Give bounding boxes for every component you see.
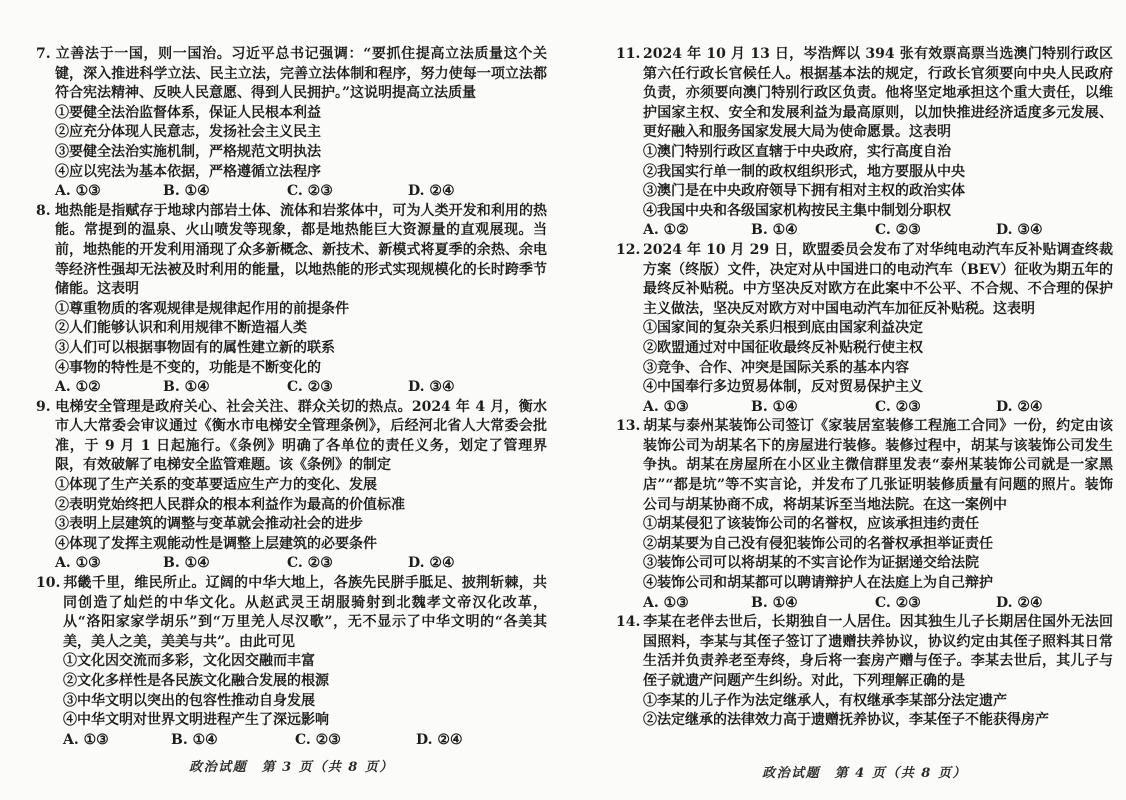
statement-1: ①国家间的复杂关系归根到底由国家利益决定 xyxy=(643,320,923,337)
option-d: D. ②④ xyxy=(408,183,455,200)
option-d: D. ②④ xyxy=(996,398,1043,415)
question-stem-text: 电梯安全管理是政府关心、社会关注、群众关切的热点。2024 年 4 月，衡水市人大常委会审议通过《衡水市电梯安全管理条例》，后经河北省人大常委会批准，于 9 月 1 日起施行。《条例》明确了各单位的责任义务，划定了管理界限，有效破解了电梯安全监管难题。该《条例》的制定 xyxy=(55,398,547,474)
question-number: 11. xyxy=(616,46,641,62)
statement-4: ④中华文明对世界文明进程产生了深远影响 xyxy=(63,712,329,729)
question-stem xyxy=(36,202,547,300)
option-c: C. ②③ xyxy=(875,594,921,611)
option-b: B. ①④ xyxy=(171,731,218,748)
page-footer-4: 政治试题 第 4 页（共 8 页） xyxy=(762,766,967,781)
option-b: B. ①④ xyxy=(163,379,210,396)
statement-1: ①澳门特别行政区直辖于中央政府，实行高度自治 xyxy=(643,143,951,160)
statement-2: ②文化多样性是各民族文化融合发展的根源 xyxy=(63,673,329,689)
option-a: A. ①③ xyxy=(55,183,101,200)
statement-4: ④事物的特性是不变的，功能是不断变化的 xyxy=(55,359,321,376)
statement-2: ②胡某要为自己没有侵犯装饰公司的名誉权承担举证责任 xyxy=(643,535,993,552)
option-a: A. ①② xyxy=(55,379,101,396)
question-stem-text: 2024 年 10 月 29 日，欧盟委员会发布了对华纯电动汽车反补贴调查终裁方案（终版）文件，决定对从中国进口的电动汽车（BEV）征收为期五年的最终反补贴税。中方坚决反对欧方在此案中不公平、不合规、不合理的保护主义做法，坚决反对欧方对中国电动汽车加征反补贴税。这表明 xyxy=(643,241,1113,317)
options-row xyxy=(616,398,1113,418)
option-d: D. ②④ xyxy=(408,555,455,572)
statement-3: ③表明上层建筑的调整与变革就会推动社会的进步 xyxy=(55,516,363,533)
option-c: C. ②③ xyxy=(287,555,333,572)
question-stem-text: 2024 年 10 月 13 日，岑浩辉以 394 张有效票高票当选澳门特别行政区第六任行政长官候任人。根据基本法的规定，行政长官须要向中央人民政府负责，亦须要向澳门特别行政区负责。他将坚定地承担这个重大责任，以维护国家主权、安全和发展利益为最高原则，以加快推进经济适度多元发展、更好融入和服务国家发展大局为使命愿景。这表明 xyxy=(643,46,1113,141)
statement-3: ③澳门是在中央政府领导下拥有相对主权的政治实体 xyxy=(643,183,965,200)
question-stem-text: 立善法于一国，则一国治。习近平总书记强调：“要抓住提高立法质量这个关键，深入推进科学立法、民主立法，完善立法体制和程序，努力使每一项立法都符合宪法精神、反映人民意愿、得到人民拥护。”这说明提高立法质量 xyxy=(55,46,547,102)
question-number: 12. xyxy=(616,241,641,258)
options-row xyxy=(36,182,547,202)
statement-2: ②表明党始终把人民群众的根本利益作为最高的价值标准 xyxy=(55,496,405,513)
question-number: 10. xyxy=(36,575,61,592)
question-stem-text: 邦畿千里，维民所止。辽阔的中华大地上，各族先民胼手胝足、披荆斩棘，共同创造了灿烂的中华文化。从赵武灵王胡服骑射到北魏孝文帝汉化改革，从“洛阳家家学胡乐”到“万里羌人尽汉歌”，无不显示了中华文明的“各美其美，美人之美，美美与共”。由此可见 xyxy=(63,575,547,650)
question-8 xyxy=(36,202,547,398)
statement-3: ③中华文明以突出的包容性推动自身发展 xyxy=(63,692,315,709)
statement-1: ①文化因交流而多彩，文化因交融而丰富 xyxy=(63,653,315,670)
statement-4: ④中国奉行多边贸易体制，反对贸易保护主义 xyxy=(643,379,923,396)
question-number: 7. xyxy=(36,46,51,62)
question-stem xyxy=(36,398,547,476)
statement-1: ①要健全法治监督体系，保证人民根本利益 xyxy=(55,104,321,121)
options-row xyxy=(36,378,547,398)
statement-2: ②法定继承的法律效力高于遗赠抚养协议，李某侄子不能获得房产 xyxy=(643,712,1049,729)
page-footer-3: 政治试题 第 3 页（共 8 页） xyxy=(189,760,394,775)
option-b: B. ①④ xyxy=(751,222,798,239)
question-stem-text: 地热能是指赋存于地球内部岩土体、流体和岩浆体中，可为人类开发和利用的热能。常提到的温泉、火山喷发等现象，都是地热能巨大资源量的直观展现。当前，地热能的开发利用涌现了众多新概念、新技术、新模式将夏季的余热、余电等经济性强却无法被及时利用的能量，以地热能的形式实现规模化的长时跨季节储能。这表明 xyxy=(55,202,547,298)
option-d: D. ②④ xyxy=(416,731,463,748)
question-stem-text: 胡某与泰州某装饰公司签订《家装居室装修工程施工合同》一份，约定由该装饰公司为胡某名下的房屋进行装修。装修过程中，胡某与该装饰公司发生争执。胡某在房屋所在小区业主微信群里发表“泰州某装饰公司就是一家黑店”“都是坑”等不实言论，并发布了几张证明装修质量有问题的照片。装饰公司与胡某协商不成，将胡某诉至当地法院。在这一案例中 xyxy=(643,418,1113,513)
statement-2: ②我国实行单一制的政权组织形式，地方要服从中央 xyxy=(643,163,965,180)
option-a: A. ①③ xyxy=(643,594,689,611)
option-b: B. ①④ xyxy=(751,398,798,415)
question-stem xyxy=(36,574,547,652)
option-a: A. ①② xyxy=(643,222,689,239)
statement-2: ②欧盟通过对中国征收最终反补贴税行使主权 xyxy=(643,339,923,356)
options-row xyxy=(36,731,547,751)
question-stem xyxy=(616,241,1113,319)
option-c: C. ②③ xyxy=(287,379,333,396)
statement-4: ④装饰公司和胡某都可以聘请辩护人在法庭上为自己辩护 xyxy=(643,575,993,592)
question-13 xyxy=(616,417,1113,613)
question-12 xyxy=(616,241,1113,417)
option-b: B. ①④ xyxy=(751,594,798,611)
option-d: D. ②④ xyxy=(996,594,1043,611)
question-10 xyxy=(36,574,547,750)
options-row xyxy=(616,594,1113,614)
option-b: B. ①④ xyxy=(163,555,210,572)
statement-1: ①胡某侵犯了该装饰公司的名誉权，应该承担违约责任 xyxy=(643,516,979,533)
question-stem xyxy=(36,45,547,104)
statement-2: ②人们能够认识和利用规律不断造福人类 xyxy=(55,320,307,337)
options-row xyxy=(616,221,1113,241)
options-row xyxy=(36,554,547,574)
statement-1: ①尊重物质的客观规律是规律起作用的前提条件 xyxy=(55,300,349,317)
question-number: 14. xyxy=(616,614,641,631)
question-number: 8. xyxy=(36,202,51,219)
question-stem xyxy=(616,417,1113,515)
question-number: 13. xyxy=(616,418,641,435)
statement-3: ③人们可以根据事物固有的属性建立新的联系 xyxy=(55,339,335,356)
statement-3: ③装饰公司可以将胡某的不实言论作为证据递交给法院 xyxy=(643,555,979,572)
statement-3: ③竞争、合作、冲突是国际关系的基本内容 xyxy=(643,359,909,376)
statement-3: ③要健全法治实施机制，严格规范文明执法 xyxy=(55,143,321,160)
statement-4: ④应以宪法为基本依据，严格遵循立法程序 xyxy=(55,163,321,180)
question-11 xyxy=(616,45,1113,241)
option-b: B. ①④ xyxy=(163,183,210,200)
statement-2: ②应充分体现人民意志，发扬社会主义民主 xyxy=(55,124,321,141)
option-c: C. ②③ xyxy=(875,398,921,415)
option-d: D. ③④ xyxy=(408,379,455,396)
exam-page-3 xyxy=(36,45,547,750)
exam-page-4 xyxy=(616,45,1113,731)
option-c: C. ②③ xyxy=(875,222,921,239)
question-9 xyxy=(36,398,547,574)
question-7 xyxy=(36,45,547,202)
statement-4: ④体现了发挥主观能动性是调整上层建筑的必要条件 xyxy=(55,535,377,552)
question-stem xyxy=(616,613,1113,691)
option-d: D. ③④ xyxy=(996,222,1043,239)
option-c: C. ②③ xyxy=(295,731,341,748)
question-stem-text: 李某在老伴去世后，长期独自一人居住。因其独生儿子长期居住国外无法回国照料，李某与其侄子签订了遗赠扶养协议，协议约定由其侄子照料其日常生活并负责养老至寿终，身后将一套房产赠与侄子。李某去世后，其儿子与侄子就遗产问题产生纠纷。对此，下列理解正确的是 xyxy=(643,614,1113,689)
option-a: A. ①③ xyxy=(55,555,101,572)
option-a: A. ①③ xyxy=(643,398,689,415)
statement-1: ①体现了生产关系的变革要适应生产力的变化、发展 xyxy=(55,477,377,494)
question-number: 9. xyxy=(36,398,51,415)
question-14 xyxy=(616,613,1113,731)
question-stem xyxy=(616,45,1113,143)
statement-1: ①李某的儿子作为法定继承人，有权继承李某部分法定遗产 xyxy=(643,692,1007,709)
option-a: A. ①③ xyxy=(63,731,109,748)
option-c: C. ②③ xyxy=(287,183,333,200)
statement-4: ④我国中央和各级国家机构按民主集中制划分职权 xyxy=(643,202,951,219)
